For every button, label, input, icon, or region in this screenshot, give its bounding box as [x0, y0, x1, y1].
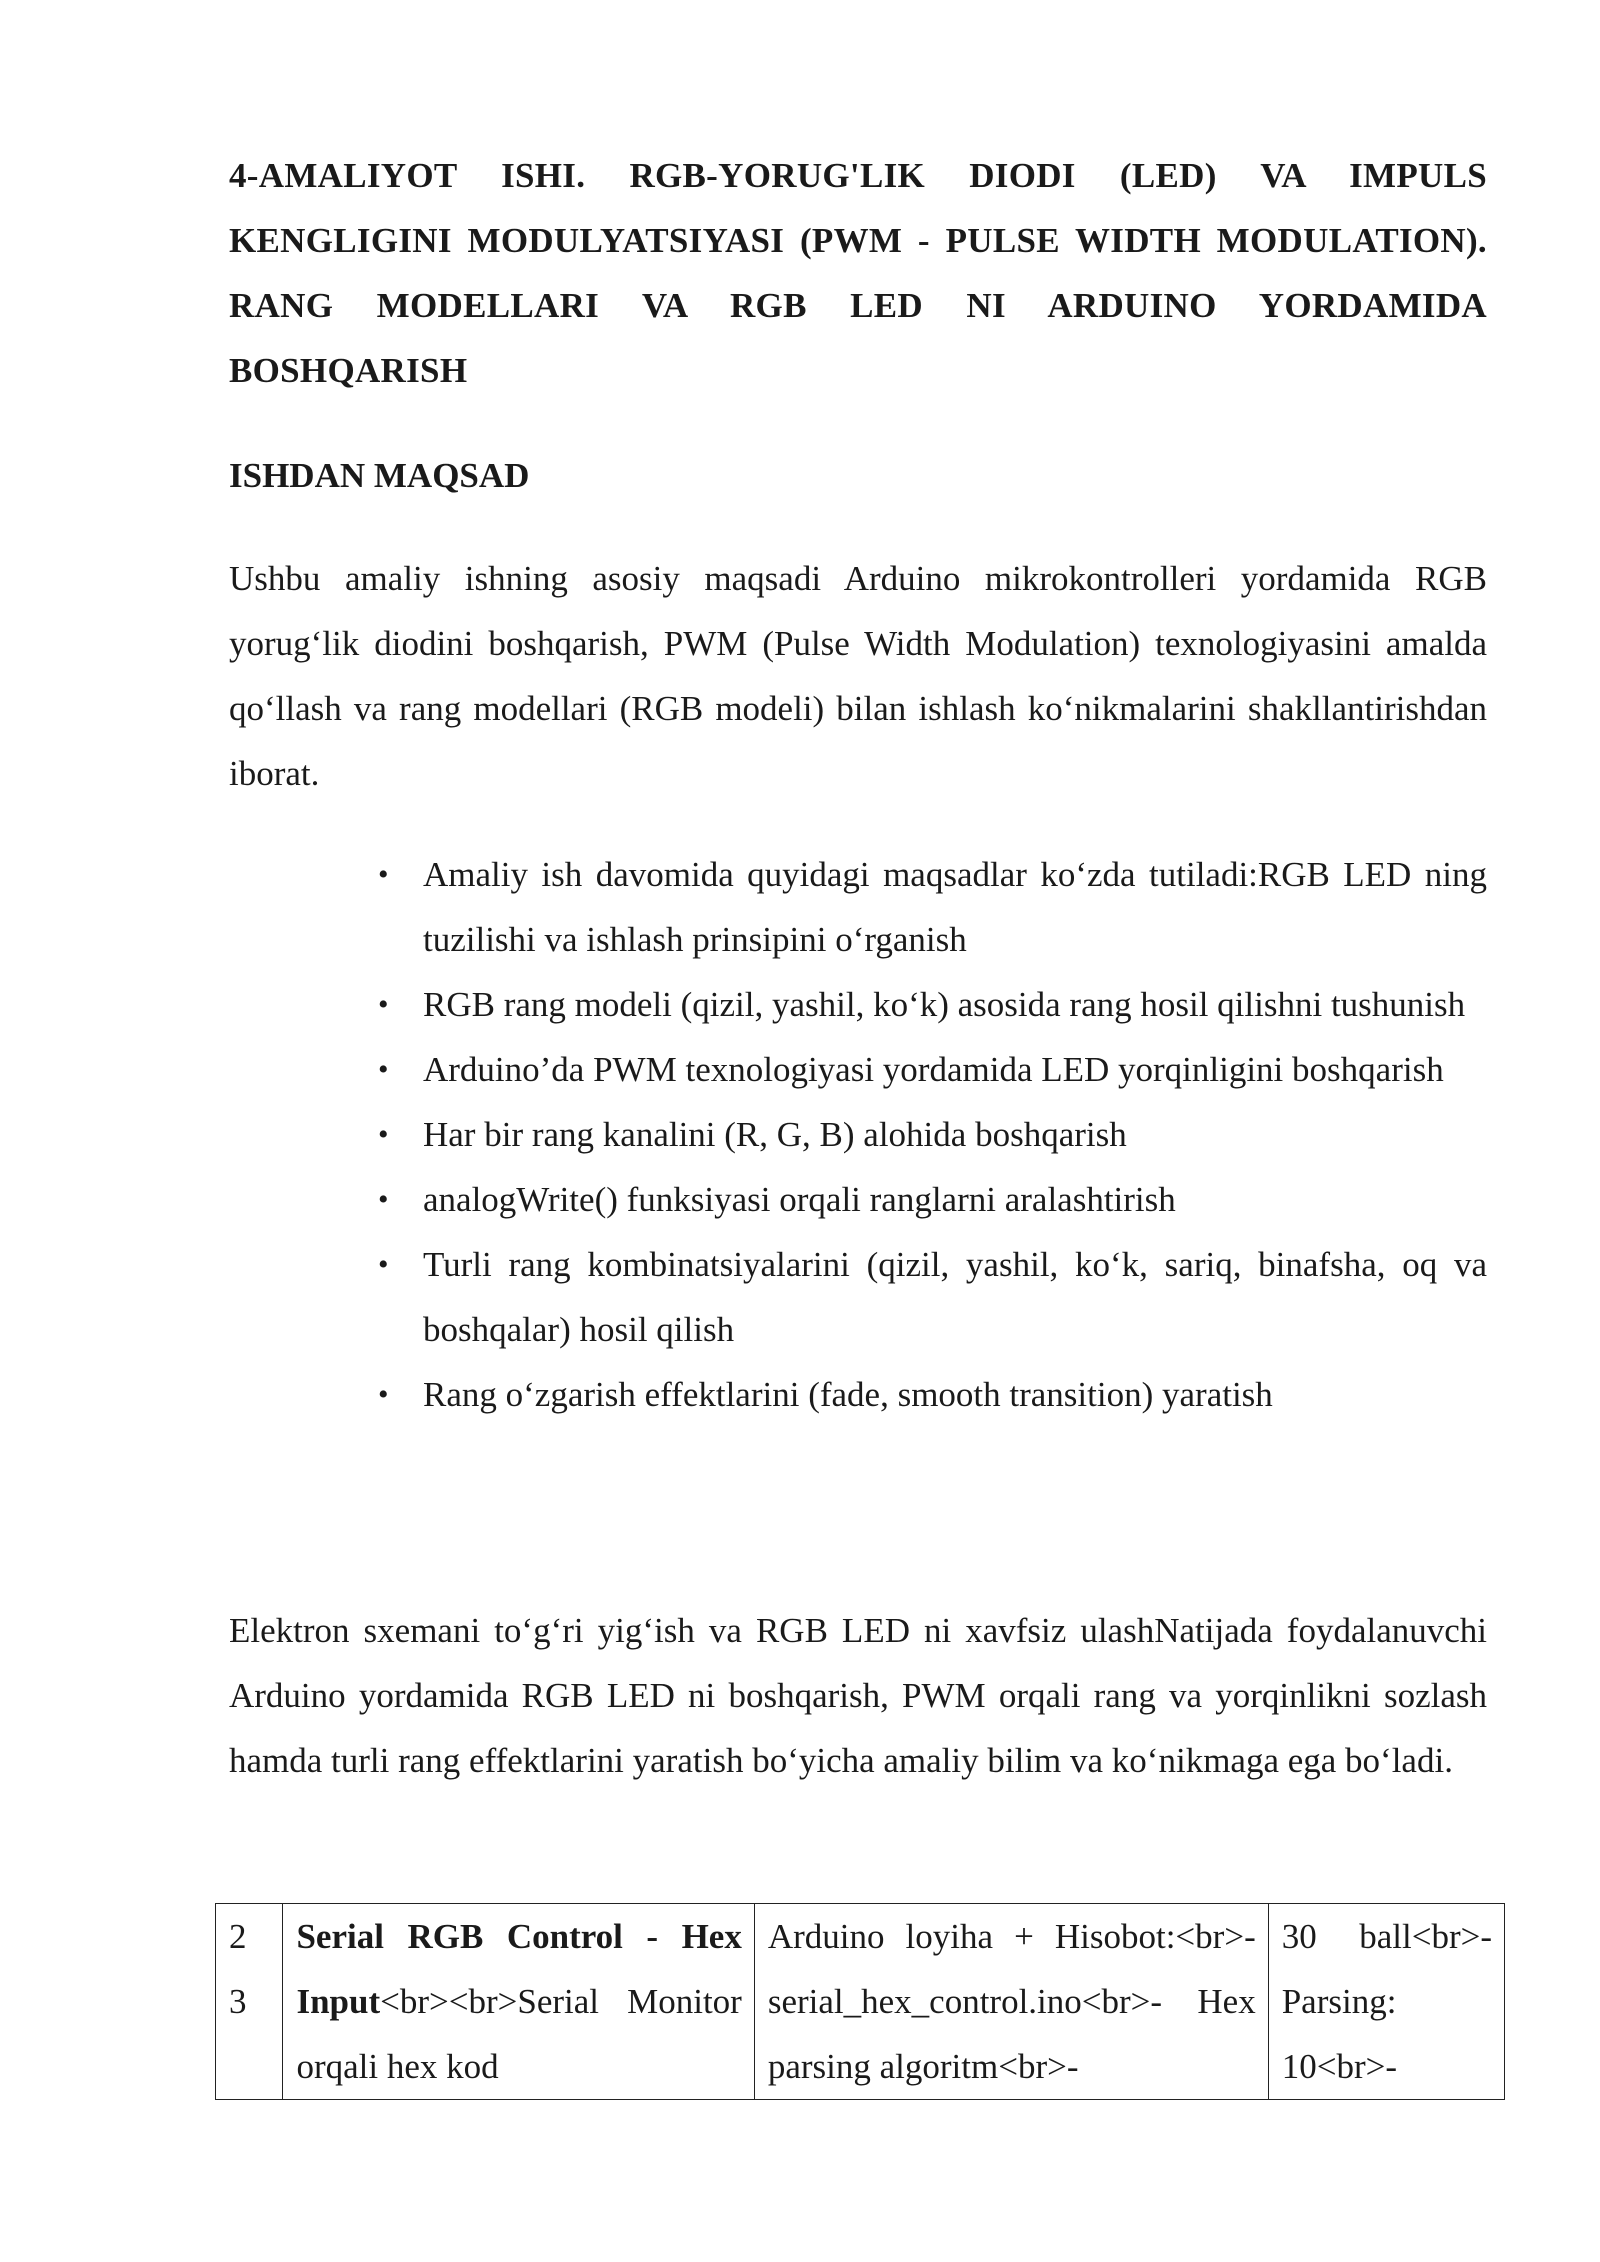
table-cell-deliverables — [754, 1904, 1268, 2100]
intro-paragraph: Ushbu amaliy ishning asosiy maqsadi Arduino mikrokontrolleri yordamida RGB yorug‘lik diodini boshqarish, PWM (Pulse Width Modulation) texnologiyasini amalda qo‘llash va rang modellari (RGB modeli) bilan ishlash ko‘nikmalarini shakllantirishdan iborat. — [229, 559, 1487, 793]
list-item-text: RGB rang modeli (qizil, yashil, ko‘k) asosida rang hosil qilishni tushunish — [423, 985, 1466, 1024]
table-cell-number — [216, 1904, 283, 2100]
list-item-text: Har bir rang kanalini (R, G, B) alohida boshqarish — [423, 1115, 1127, 1154]
list-item — [378, 1037, 1487, 1102]
row-number-line: 2 — [229, 1917, 247, 1956]
bullet-icon: • — [378, 1248, 389, 1281]
list-item-text: analogWrite() funksiyasi orqali ranglarni aralashtirish — [423, 1180, 1176, 1219]
bullet-icon: • — [378, 1053, 389, 1086]
task-description: <br><br>Serial Monitor orqali hex kod — [296, 1982, 742, 2086]
bullet-icon: • — [378, 1118, 389, 1151]
section-heading: ISHDAN MAQSAD — [229, 456, 530, 495]
list-item — [378, 972, 1487, 1037]
goals-list — [378, 842, 1487, 1427]
list-item-text: Arduino’da PWM texnologiyasi yordamida LED yorqinligini boshqarish — [423, 1050, 1444, 1089]
list-item-text: Rang o‘zgarish effektlarini (fade, smooth transition) yaratish — [423, 1375, 1273, 1414]
closing-paragraph: Elektron sxemani to‘g‘ri yig‘ish va RGB LED ni xavfsiz ulashNatijada foydalanuvchi Arduino yordamida RGB LED ni boshqarish, PWM orqali rang va yorqinlikni sozlash hamda turli rang effektlarini yaratish bo‘yicha amaliy bilim va ko‘nikmaga ega bo‘ladi. — [229, 1611, 1487, 1780]
deliverables-text: Arduino loyiha + Hisobot:<br>- serial_hex_control.ino<br>- Hex parsing algoritm<br>- — [767, 1917, 1256, 2086]
list-item — [378, 1102, 1487, 1167]
table-row — [216, 1904, 1505, 2100]
bullet-icon: • — [378, 988, 389, 1021]
list-item — [378, 1362, 1487, 1427]
bullet-icon: • — [378, 1183, 389, 1216]
points-text: 30 ball<br>- Parsing: 10<br>- — [1281, 1917, 1492, 2086]
list-item — [378, 842, 1487, 972]
row-number-line: 3 — [229, 1982, 247, 2021]
list-item — [378, 1232, 1487, 1362]
task-title: Serial RGB Control - Hex Input — [296, 1917, 742, 2021]
bullet-icon: • — [378, 858, 389, 891]
task-table — [215, 1903, 1505, 2100]
list-item — [378, 1167, 1487, 1232]
table-cell-points — [1268, 1904, 1504, 2100]
list-item-text: Turli rang kombinatsiyalarini (qizil, yashil, ko‘k, sariq, binafsha, oq va boshqalar) hosil qilish — [423, 1245, 1487, 1349]
list-item-text: Amaliy ish davomida quyidagi maqsadlar ko‘zda tutiladi:RGB LED ning tuzilishi va ishlash prinsipini o‘rganish — [423, 855, 1487, 959]
document-title: 4-AMALIYOT ISHI. RGB-YORUG'LIK DIODI (LED) VA IMPULS KENGLIGINI MODULYATSIYASI (PWM - PULSE WIDTH MODULATION). RANG MODELLARI VA RGB LED NI ARDUINO YORDAMIDA BOSHQARISH — [229, 156, 1487, 390]
bullet-icon: • — [378, 1378, 389, 1411]
table-cell-task — [283, 1904, 754, 2100]
